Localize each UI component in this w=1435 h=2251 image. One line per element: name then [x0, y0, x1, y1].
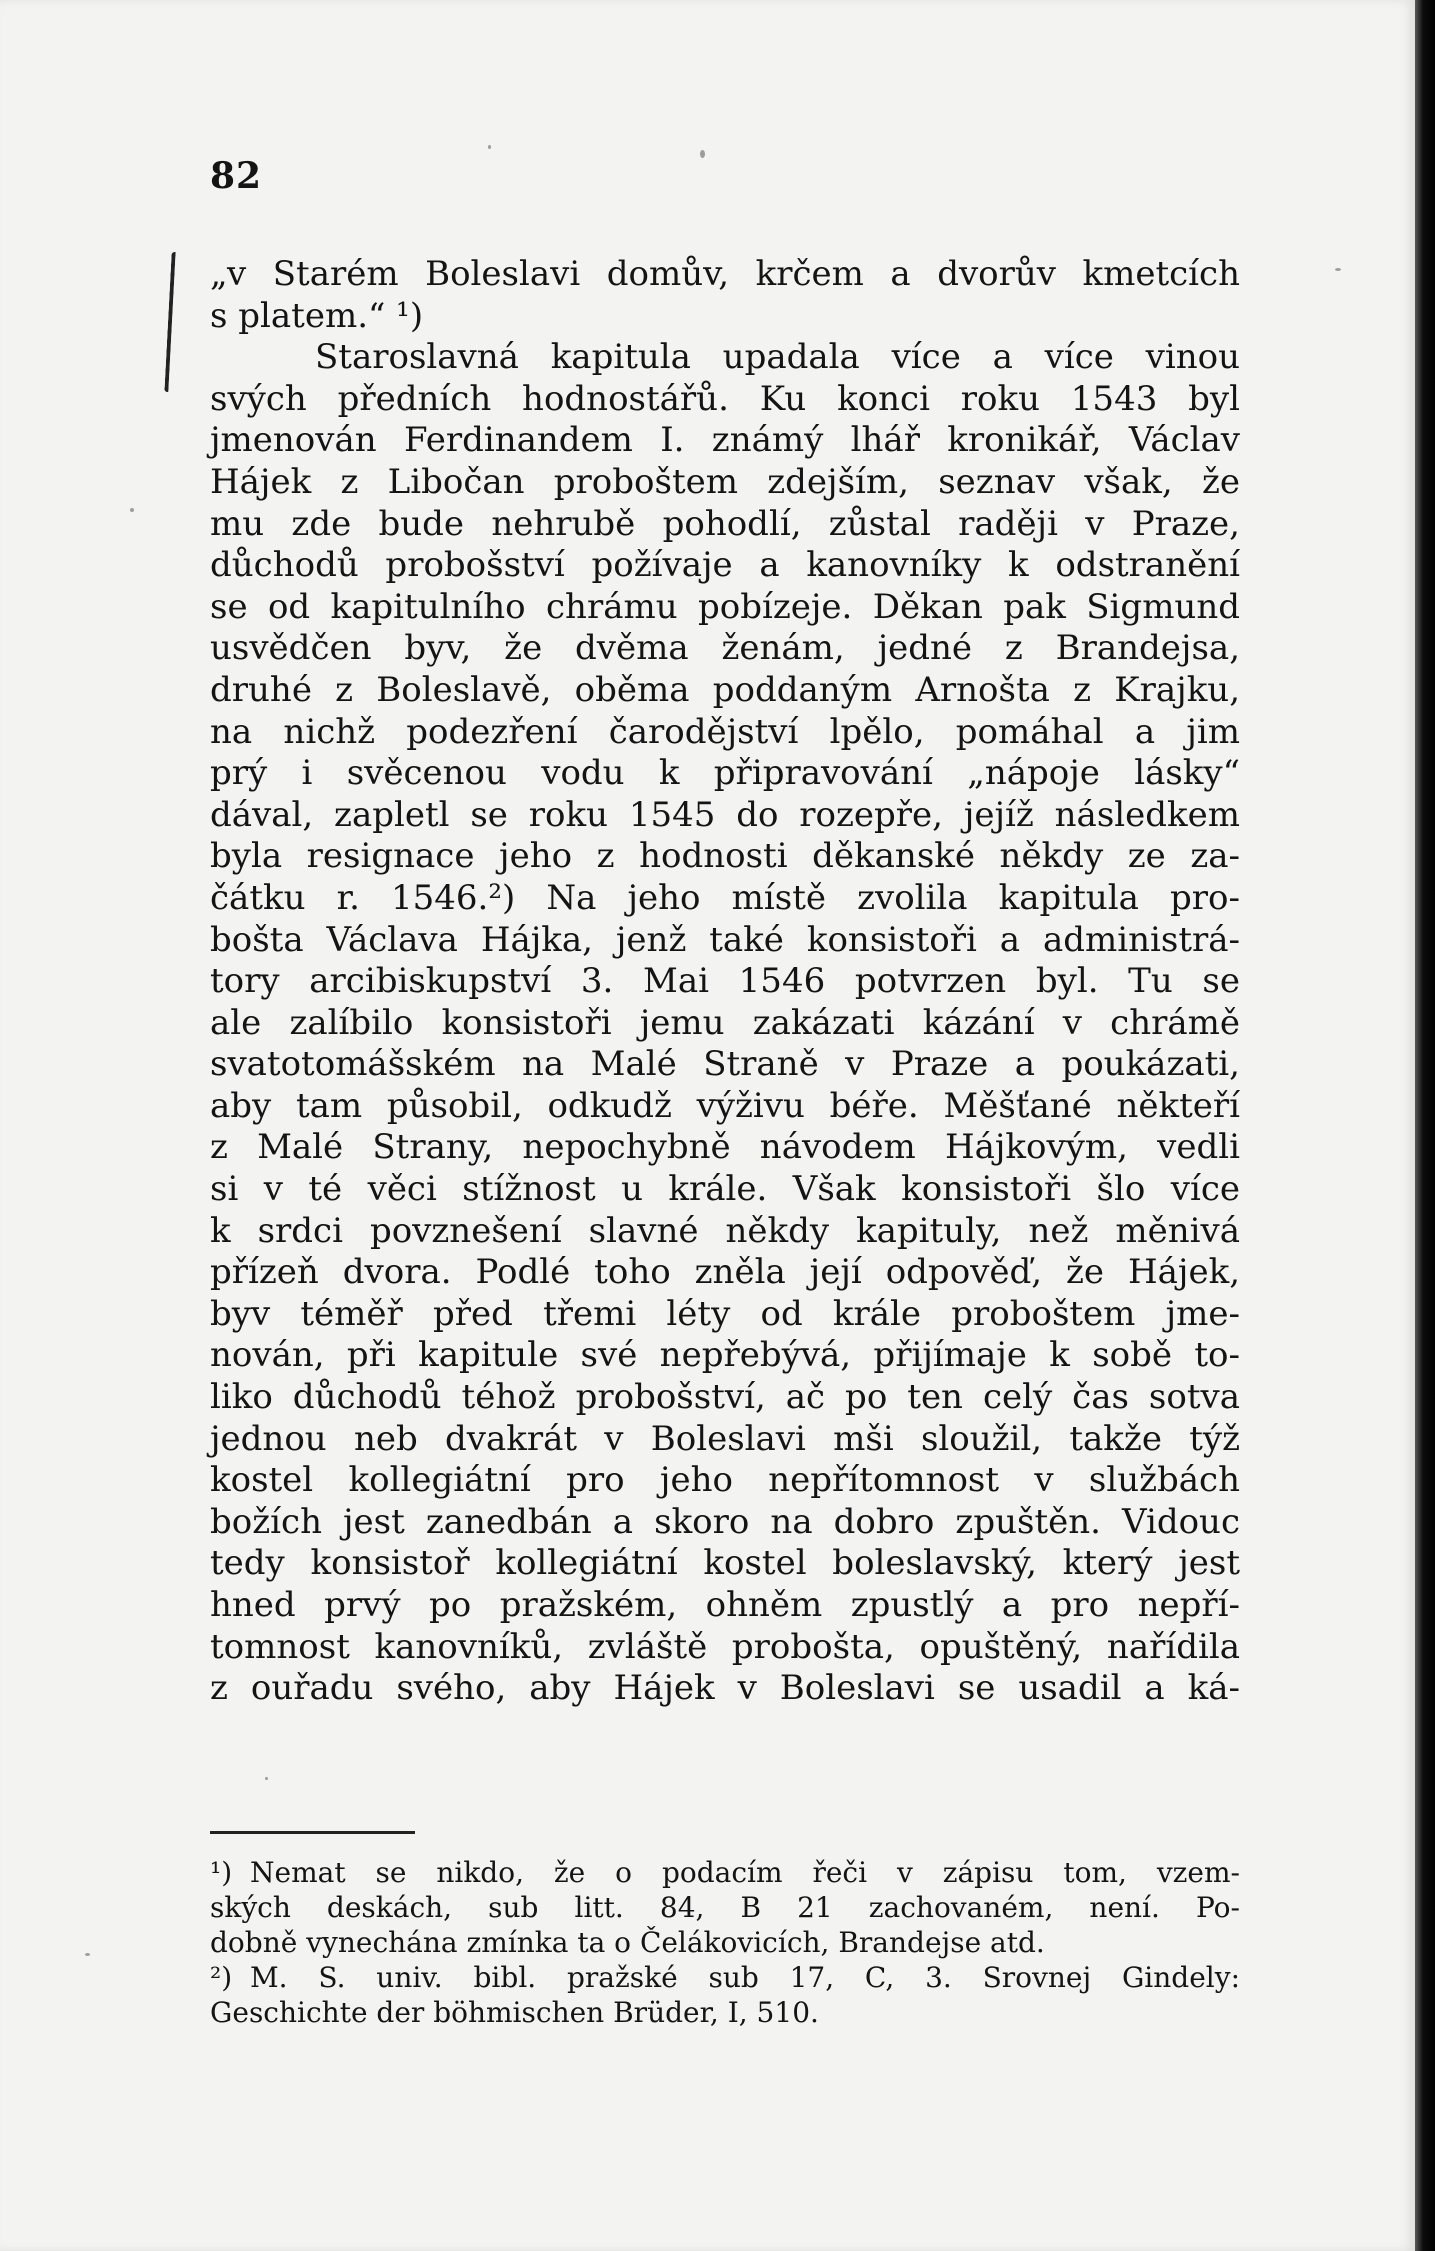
text-line: s platem.“ ¹): [210, 295, 424, 336]
text-line: dával, zapletl se roku 1545 do rozepře, jejíž následkem: [210, 794, 1240, 835]
text-line: mu zde bude nehrubě pohodlí, zůstal raději v Praze,: [210, 503, 1240, 544]
footnote-marker: ²): [210, 1961, 233, 1994]
footnote-line: dobně vynechána zmínka ta o Čelákovicích, Brandejse atd.: [210, 1926, 1045, 1959]
text-line: usvědčen byv, že dvěma ženám, jedné z Brandejsa,: [210, 628, 1240, 669]
text-line: z ouřadu svého, aby Hájek v Boleslavi se usadil a ká-: [210, 1668, 1240, 1709]
text-line: liko důchodů téhož probošství, ač po ten celý čas sotva: [210, 1377, 1240, 1418]
footnote-line: [210, 1960, 1240, 1995]
text-line: „v Starém Boleslavi domův, krčem a dvorův kmetcích: [210, 254, 1240, 294]
text-line: jmenován Ferdinandem I. známý lhář kronikář, Václav: [210, 420, 1240, 461]
footnote-marker: ¹): [210, 1856, 233, 1889]
scan-speck: [265, 1777, 268, 1780]
text-line: na nichž podezření čarodějství lpělo, pomáhal a jim: [210, 711, 1240, 752]
footnote-separator: [210, 1831, 415, 1834]
scan-speck: [488, 145, 491, 149]
text-line: tory arcibiskupství 3. Mai 1546 potvrzen byl. Tu se: [210, 961, 1240, 1002]
text-line: svatotomášském na Malé Straně v Praze a poukázati,: [210, 1044, 1240, 1085]
text-line: z Malé Strany, nepochybně návodem Hájkovým, vedli: [210, 1127, 1240, 1168]
text-line: důchodů probošství požívaje a kanovníky k odstranění: [210, 545, 1240, 586]
scan-speck: [130, 508, 134, 512]
footnote-text: Nemat se nikdo, že o podacím řeči v zápisu tom, vzem-: [250, 1856, 1240, 1889]
text-line: Hájek z Libočan proboštem zdejším, seznav však, že: [210, 461, 1240, 502]
text-line: prý i svěcenou vodu k připravování „nápoje lásky“: [210, 753, 1240, 794]
text-line: svých předních hodnostářů. Ku konci roku 1543 byl: [210, 378, 1240, 419]
text-line: se od kapitulního chrámu pobízeje. Děkan pak Sigmund: [210, 586, 1240, 627]
text-line: hned prvý po pražském, ohněm zpustlý a pro nepří-: [210, 1585, 1240, 1625]
text-line: kostel kollegiátní pro jeho nepřítomnost v službách: [210, 1460, 1240, 1501]
text-line: byv téměř před třemi léty od krále proboštem jme-: [210, 1293, 1240, 1334]
text-line: tedy konsistoř kollegiátní kostel boleslavský, který jest: [210, 1543, 1240, 1584]
text-line: božích jest zanedbán a skoro na dobro zpuštěn. Vidouc: [210, 1501, 1240, 1542]
text-line: byla resignace jeho z hodnosti děkanské někdy ze za-: [210, 836, 1240, 877]
text-line: druhé z Boleslavě, oběma poddaným Arnošta z Krajku,: [210, 669, 1240, 710]
footnote-line: ských deskách, sub litt. 84, B 21 zachovaném, není. Po-: [210, 1891, 1240, 1924]
footnotes: [210, 1855, 1240, 2030]
scan-dark-edge: [1415, 0, 1435, 2251]
text-line: nován, při kapitule své nepřebývá, přijímaje k sobě to-: [210, 1335, 1240, 1376]
text-line: ale zalíbilo konsistoři jemu zakázati kázání v chrámě: [210, 1002, 1240, 1043]
text-line: bošta Václava Hájka, jenž také konsistoři a administrá-: [210, 919, 1240, 960]
text-line: tomnost kanovníků, zvláště probošta, opuštěný, nařídila: [210, 1626, 1240, 1667]
text-line: čátku r. 1546.²) Na jeho místě zvolila kapitula pro-: [210, 877, 1240, 918]
scan-speck: [1335, 268, 1341, 271]
footnote-text: M. S. univ. bibl. pražské sub 17, C, 3. Srovnej Gindely:: [250, 1961, 1240, 1994]
footnote-line: [210, 1855, 1240, 1890]
scan-speck: [85, 1953, 90, 1956]
text-line: si v té věci stížnost u krále. Však konsistoři šlo více: [210, 1169, 1240, 1210]
text-line: Staroslavná kapitula upadala více a více vinou: [315, 337, 1240, 378]
margin-bracket-mark: [164, 252, 181, 392]
page-number: 82: [210, 155, 263, 197]
text-line: přízeň dvora. Podlé toho zněla její odpověď, že Hájek,: [210, 1252, 1240, 1293]
text-line: aby tam působil, odkudž výživu béře. Měšťané někteří: [210, 1085, 1240, 1126]
text-line: k srdci povznešení slavné někdy kapituly, než měnivá: [210, 1210, 1240, 1251]
text-line: jednou neb dvakrát v Boleslavi mši sloužil, takže týž: [210, 1418, 1240, 1459]
footnote-line: Geschichte der böhmischen Brüder, I, 510.: [210, 1996, 819, 2029]
body-text: [210, 254, 1240, 1710]
scan-speck: [700, 150, 705, 158]
